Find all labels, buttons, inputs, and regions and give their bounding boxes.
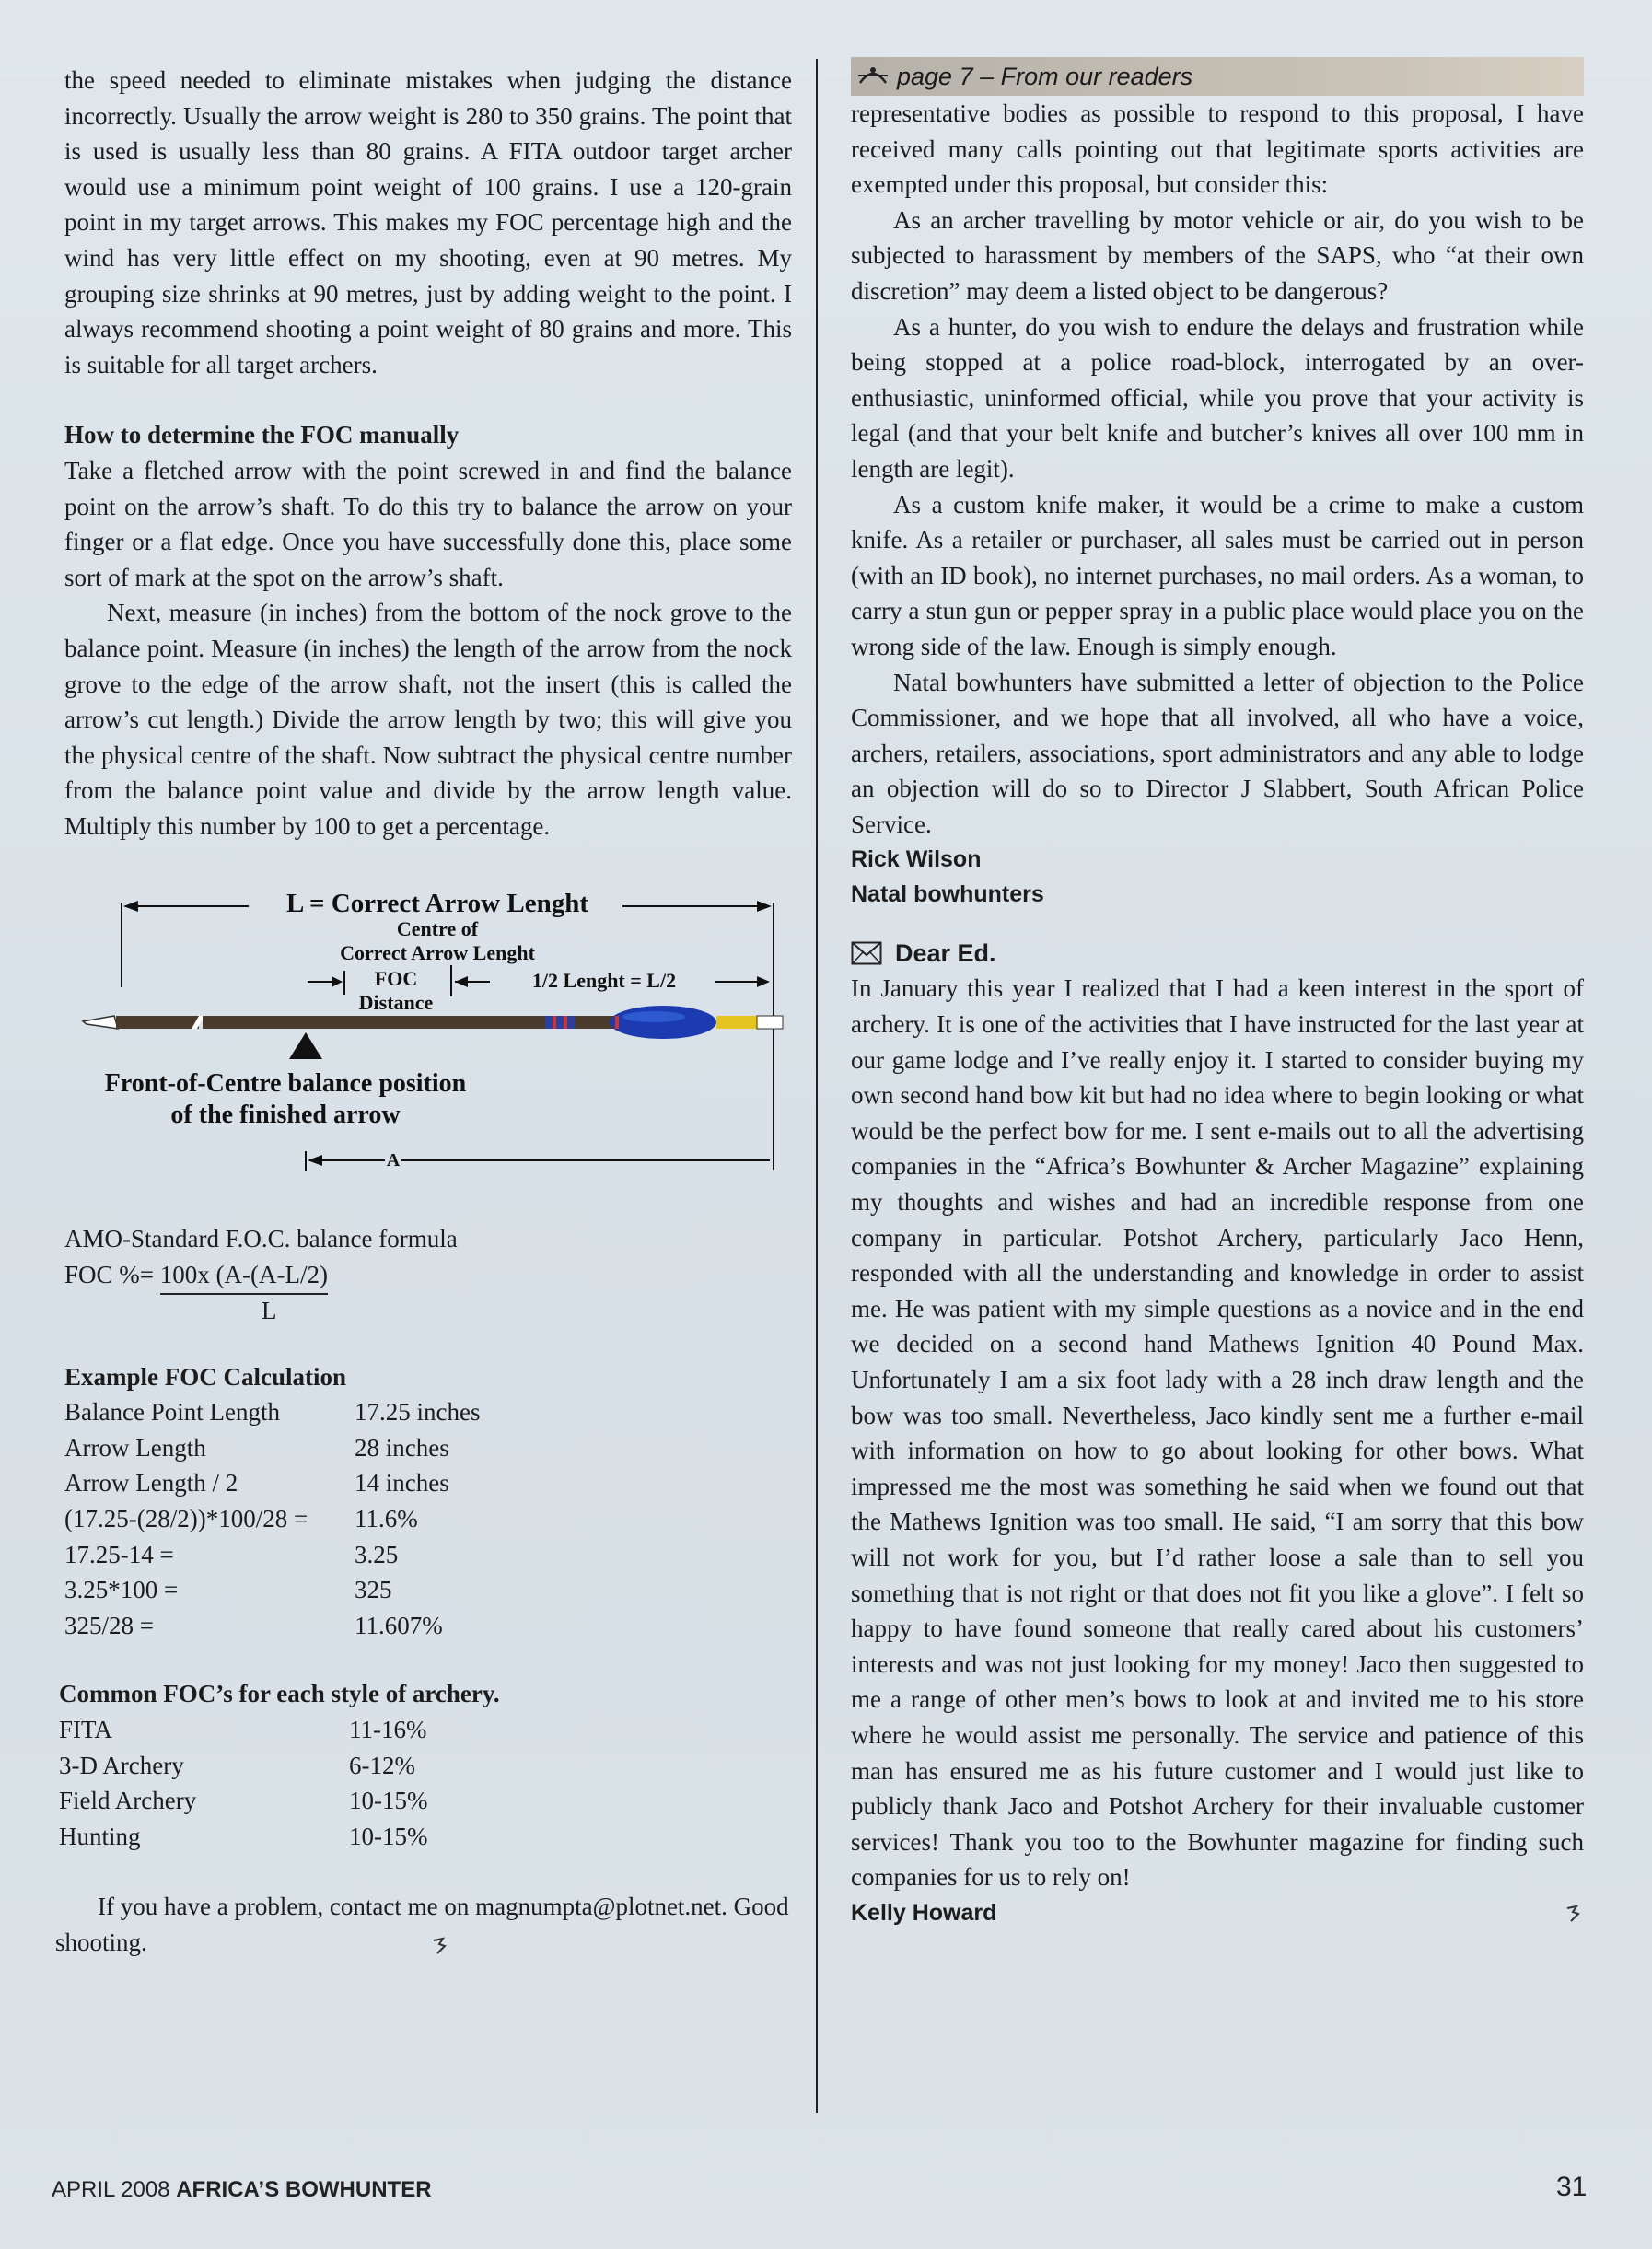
formula-title: AMO-Standard F.O.C. balance formula [64, 1225, 458, 1253]
table-row [64, 1537, 480, 1573]
row-value: 17.25 inches [355, 1398, 481, 1427]
table-row [64, 1572, 480, 1608]
diagram-label-length: L = Correct Arrow Lenght [286, 889, 588, 919]
footer-issue-date: APRIL 2008 [52, 2177, 177, 2202]
formula-block [64, 1221, 792, 1325]
foc-arrow-diagram [64, 884, 792, 1188]
formula-prefix: FOC %= [64, 1261, 160, 1289]
table-row [64, 1430, 480, 1466]
diagram-label-a: A [386, 1150, 401, 1171]
row-value: 11.6% [355, 1505, 418, 1533]
example-title: Example FOC Calculation [64, 1362, 347, 1391]
formula-denominator: L [262, 1296, 277, 1324]
letter1-paragraph-1: representative bodies as possible to respond to this proposal, I have received many calls pointing out that legitimate sports activities are exempted under this proposal, but consider this: [851, 99, 1584, 199]
manual-paragraph-1: Take a fletched arrow with the point screwed in and find the balance point on the arrow’s shaft. To do this try to balance the arrow on your finger or a flat edge. Once you have successfully done this, place some sort of mark at the spot on the arrow’s shaft. [64, 456, 792, 591]
page-number: 31 [1556, 2172, 1588, 2202]
row-label: 17.25-14 = [64, 1540, 174, 1568]
row-value: 6-12% [349, 1751, 415, 1779]
intro-paragraph: the speed needed to eliminate mistakes when judging the distance incorrectly. Usually the arrow weight is 280 to 350 grains. The point that is used is usually less than 80 grains. A FITA outdoor target archer would use a minimum point weight of 100 grains. I use a 120-grain point in my target arrows. This makes my FOC percentage high and the wind has very little effect on my shooting, even at 90 metres. My grouping size shrinks at 90 metres, just by adding weight to the point. I always recommend shooting a point weight of 80 grains and more. This is suitable for all target archers. [64, 66, 792, 379]
section-header [851, 57, 1584, 96]
row-value: 10-15% [349, 1822, 428, 1850]
formula-numerator: 100x (A-(A-L/2) [160, 1257, 328, 1295]
letter1-paragraph-3: As a hunter, do you wish to endure the delays and frustration while being stopped at a police road-block, interrogated by an over-enthusiastic, uninformed official, while you prove that your activity is legal (and that your belt knife and butcher’s knives all over 100 mm in length are legit). [851, 312, 1584, 483]
example-block [64, 1359, 792, 1644]
row-value: 325 [355, 1576, 392, 1604]
row-value: 10-15% [349, 1787, 428, 1815]
row-value: 11.607% [355, 1611, 443, 1639]
table-row [64, 1465, 480, 1501]
footer-issue [52, 2177, 432, 2203]
row-label: 3.25*100 = [64, 1576, 179, 1604]
dear-ed-text: Dear Ed. [895, 939, 996, 968]
table-row [64, 1394, 480, 1430]
row-value: 3.25 [355, 1540, 399, 1568]
table-row [59, 1819, 427, 1855]
row-label: Arrow Length [64, 1433, 206, 1462]
diagram-label-foc-distance: FOC Distance [358, 967, 434, 1015]
table-row [59, 1712, 427, 1748]
row-value: 28 inches [355, 1433, 449, 1462]
signature-row-2 [851, 1895, 1584, 1930]
section-header-text: page 7 – From our readers [897, 62, 1193, 90]
common-table [59, 1712, 427, 1854]
row-label: (17.25-(28/2))*100/28 = [64, 1505, 308, 1533]
row-label: Field Archery [59, 1787, 197, 1815]
row-label: FITA [59, 1716, 112, 1743]
signature-org-1: Natal bowhunters [851, 881, 1044, 908]
table-row [59, 1748, 427, 1784]
manual-paragraph-2: Next, measure (in inches) from the bottom of the nock grove to the balance point. Measure (in inches) the length of the arrow from the nock grove to the edge of the arrow shaft, not the insert (this is called the arrow’s cut length.) Divide the arrow length by two; this will give you the physical centre of the shaft. Now subtract the physical centre number from the balance point value and divide by the arrow length value. Multiply this number by 100 to get a percentage. [64, 599, 792, 840]
letter2-body: In January this year I realized that I had a keen interest in the sport of archery. It is one of the activities that I have instructed for the last year at our game lodge and I’ve really enjoy it. I started to consider buying my own second hand bow kit but had no idea where to begin looking or what would be the perfect bow for me. I sent e-mails out to all the advertising companies in the “Africa’s Bowhunter & Archer Magazine” explaining my thoughts and wishes and had an incredible response from one company in particular. Potshot Archery, particularly Jaco Henn, responded with all the understanding and knowledge in order to assist me. He was patient with my simple questions as a novice and in the end we decided on a second hand Mathews Ignition 40 Pound Max. Unfortunately I am a six foot lady with a 28 inch draw length and the bow was too small. Nevertheless, Jaco kindly sent me a further e-mail with information on how to go about looking for other bows. What impressed me the most was something he said when we found out that the Mathews Ignition was too small. He said, “I am sorry that this bow will not work for you, but I’d rather loose a sale than to sell you something that is not right or that does not fit you like a glove”. I felt so happy to have found someone that really cared about his customers’ interests and was not just looking for my money! Jaco then suggested to me a range of other men’s bows to look at and invited me to his store where he would assist me personally. The service and patience of this man has ensured me as his future customer and I would just like to publicly thank Jaco and Potshot Archery for their invaluable customer services! Thank you too to the Bowhunter magazine for finding such companies for us to rely on! [851, 974, 1584, 1892]
end-mark-icon [1564, 1903, 1584, 1923]
common-foc-block [59, 1676, 792, 1854]
letter1-paragraph-2: As an archer travelling by motor vehicle or air, do you wish to be subjected to harassment by members of the SAPS, who “at their own discretion” may deem a listed object to be dangerous? [851, 205, 1584, 305]
row-label: Hunting [59, 1822, 141, 1850]
closing-paragraph [55, 1889, 792, 1960]
formula-line [64, 1257, 792, 1295]
row-value: 14 inches [355, 1469, 449, 1497]
left-column [55, 63, 792, 1961]
table-row [64, 1608, 480, 1644]
common-title: Common FOC’s for each style of archery. [59, 1680, 500, 1708]
column-divider [816, 59, 818, 2113]
table-row [59, 1783, 427, 1819]
row-label: Arrow Length / 2 [64, 1469, 238, 1497]
letter1-paragraph-5: Natal bowhunters have submitted a letter of objection to the Police Commissioner, and we hope that all involved, all who have a voice, archers, retailers, associations, sport administrators and any able to lodge an objection will do so to Director J Slabbert, South African Police Service. [851, 668, 1584, 838]
subhead-foc-manual: How to determine the FOC manually [64, 421, 460, 449]
dear-ed-heading [851, 936, 1584, 971]
table-row [64, 1501, 480, 1537]
example-table [64, 1394, 480, 1643]
envelope-icon [851, 941, 882, 965]
row-value: 11-16% [349, 1716, 427, 1743]
row-label: Balance Point Length [64, 1398, 280, 1427]
signature-name-2: Kelly Howard [851, 1899, 997, 1926]
closing-text: If you have a problem, contact me on magnumpta@plotnet.net. Good shooting. [55, 1893, 789, 1956]
signature-name-1: Rick Wilson [851, 846, 982, 873]
footer-brand: AFRICA’S BOWHUNTER [176, 2177, 432, 2202]
diagram-label-half-length: 1/2 Lenght = L/2 [531, 969, 677, 993]
end-mark-icon [430, 1935, 450, 1955]
letter1-paragraph-4: As a custom knife maker, it would be a crime to make a custom knife. As a retailer or purchaser, all sales must be carried out in person (with an ID book), no internet purchases, no mail orders. As a woman, to carry a stun gun or pepper spray in a public place would place you on the wrong side of the law. Enough is simply enough. [851, 490, 1584, 660]
archer-icon [856, 63, 890, 90]
row-label: 3-D Archery [59, 1751, 184, 1779]
right-column [851, 57, 1584, 1930]
diagram-label-centre: Centre of Correct Arrow Lenght [340, 917, 535, 965]
diagram-label-front-of-centre: Front-of-Centre balance position of the finished arrow [104, 1069, 467, 1130]
row-label: 325/28 = [64, 1611, 154, 1639]
